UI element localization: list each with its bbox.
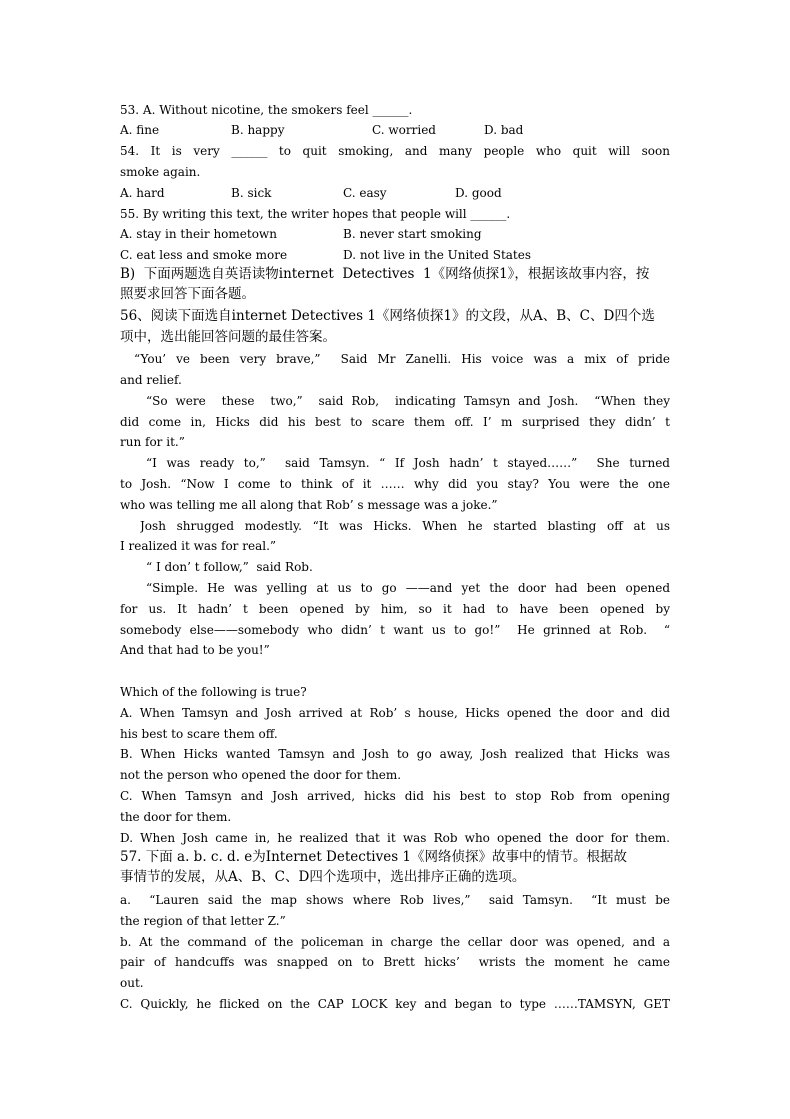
q57-item-line: b. At the command of the policeman in charge the cellar door was opened, and a <box>120 935 670 949</box>
q57-item-line: out. <box>120 976 144 990</box>
q53-stem: 53. A. Without nicotine, the smokers feel ______. <box>120 103 413 117</box>
passage-line: “I was ready to,” said Tamsyn. “ If Josh hadn’ t stayed……” She turned <box>146 456 670 470</box>
q57-intro-line1: 57. 下面 a. b. c. d. e为Internet Detectives 1《网络侦探》故事中的情节。根据故 <box>120 849 628 865</box>
q56-choice-line: his best to scare them off. <box>120 727 278 741</box>
q56-choice-line: D. When Josh came in, he realized that it was Rob who opened the door for them. <box>120 831 670 845</box>
q57-intro-line2: 事情节的发展，从A、B、C、D四个选项中，选出排序正确的选项。 <box>120 869 526 885</box>
passage-line: run for it.” <box>120 435 185 449</box>
q56-intro-line1: 56、阅读下面选自internet Detectives 1《网络侦探1》的文段，从A、B、C、D四个选 <box>120 308 655 324</box>
passage-line: for us. It hadn’ t been opened by him, so it had to have been opened by <box>120 602 670 616</box>
passage-line: I realized it was for real.” <box>120 539 277 553</box>
q56-choice-line: A. When Tamsyn and Josh arrived at Rob’ s house, Hicks opened the door and did <box>120 706 670 720</box>
q57-item-line: the region of that letter Z.” <box>120 914 286 928</box>
q53-option-a: A. fine <box>120 123 160 137</box>
q53-option-d: D. bad <box>484 123 524 137</box>
q57-item-line: C. Quickly, he flicked on the CAP LOCK key and began to type ……TAMSYN, GET <box>120 997 670 1011</box>
passage-line: “ I don’ t follow,” said Rob. <box>146 560 313 574</box>
q55-stem: 55. By writing this text, the writer hopes that people will ______. <box>120 207 511 221</box>
passage-line: “You’ ve been very brave,” Said Mr Zanelli. His voice was a mix of pride <box>134 352 670 366</box>
q55-option-b: B. never start smoking <box>343 227 482 241</box>
q55-option-d: D. not live in the United States <box>343 248 532 262</box>
q57-item-line: a. “Lauren said the map shows where Rob lives,” said Tamsyn. “It must be <box>120 893 670 907</box>
q53-option-c: C. worried <box>372 123 436 137</box>
q56-choice-line: C. When Tamsyn and Josh arrived, hicks did his best to stop Rob from opening <box>120 789 670 803</box>
q54-option-b: B. sick <box>231 186 272 200</box>
q57-item-line: pair of handcuffs was snapped on to Brett hicks’ wrists the moment he came <box>120 955 670 969</box>
passage-line: who was telling me all along that Rob’ s message was a joke.” <box>120 498 498 512</box>
q56-choice-line: the door for them. <box>120 810 232 824</box>
passage-line: Josh shrugged modestly. “It was Hicks. When he started blasting off at us <box>140 519 670 533</box>
q54-stem-line1: 54. It is very ______ to quit smoking, and many people who quit will soon <box>120 144 670 158</box>
q54-option-d: D. good <box>455 186 502 200</box>
q56-question: Which of the following is true? <box>120 685 307 699</box>
q55-option-a: A. stay in their hometown <box>120 227 277 241</box>
q56-choice-line: B. When Hicks wanted Tamsyn and Josh to go away, Josh realized that Hicks was <box>120 747 670 761</box>
q56-intro-line2: 项中，选出能回答问题的最佳答案。 <box>120 329 336 345</box>
passage-line: somebody else——somebody who didn’ t want us to go!” He grinned at Rob. “ <box>120 623 670 637</box>
q54-option-c: C. easy <box>343 186 387 200</box>
section-b-line2: 照要求回答下面各题。 <box>120 286 255 302</box>
passage-line: “So were these two,” said Rob, indicating Tamsyn and Josh. “When they <box>146 394 670 408</box>
q56-choice-line: not the person who opened the door for them. <box>120 768 402 782</box>
q54-stem-line2: smoke again. <box>120 165 201 179</box>
q55-option-c: C. eat less and smoke more <box>120 248 288 262</box>
passage-line: And that had to be you!” <box>120 643 270 657</box>
passage-line: and relief. <box>120 373 182 387</box>
passage-line: did come in, Hicks did his best to scare them off. I’ m surprised they didn’ t <box>120 415 670 429</box>
q54-option-a: A. hard <box>120 186 165 200</box>
q53-option-b: B. happy <box>231 123 285 137</box>
passage-line: to Josh. “Now I come to think of it …… why did you stay? You were the one <box>120 477 670 491</box>
section-b-line1: B) 下面两题选自英语读物internet Detectives 1《网络侦探1》，根据该故事内容，按 <box>120 266 650 282</box>
passage-line: “Simple. He was yelling at us to go ——and yet the door had been opened <box>146 581 670 595</box>
